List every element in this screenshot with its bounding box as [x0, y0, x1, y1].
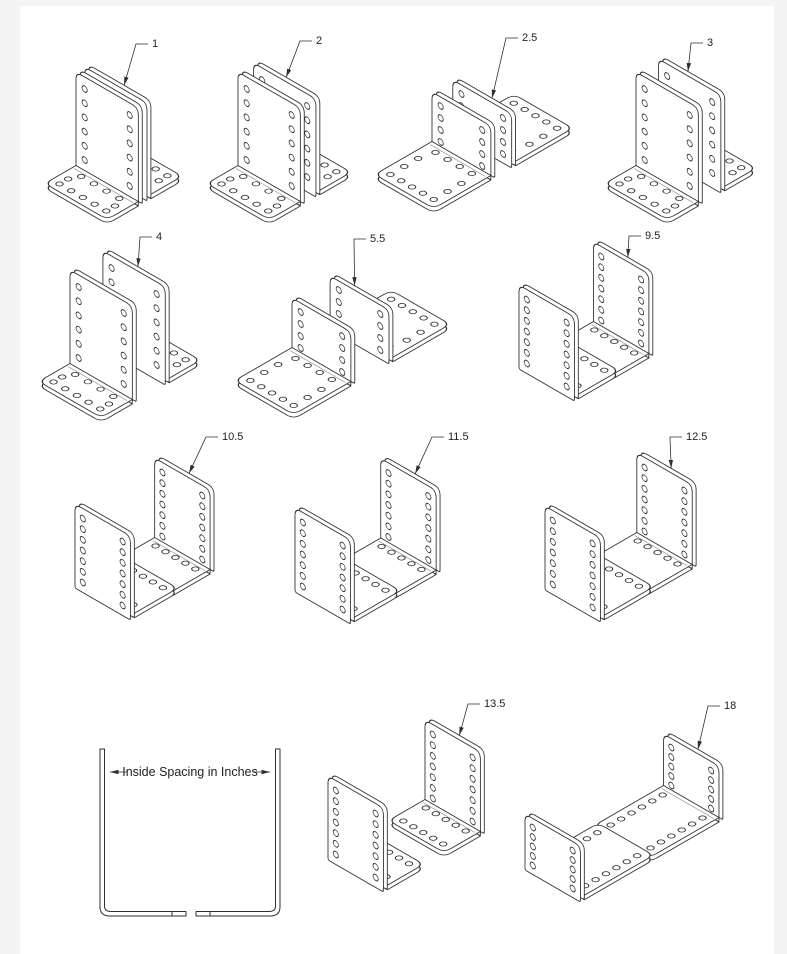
- page-margin-left: [0, 0, 20, 954]
- page-margin-top: [0, 0, 787, 6]
- spacing-label: 3: [707, 37, 714, 49]
- spacing-label: 1: [152, 38, 159, 50]
- plate-front-face: [519, 285, 574, 401]
- spacing-label: 2: [316, 35, 323, 47]
- leader-line: [189, 437, 218, 473]
- plate-front-face: [295, 508, 350, 624]
- spacing-label: 4: [156, 231, 163, 243]
- spacing-label: 11.5: [448, 431, 469, 443]
- figure-2-5: [375, 32, 573, 213]
- leader-line: [286, 41, 312, 77]
- figure-4: [39, 231, 201, 422]
- leader-line: [670, 437, 682, 468]
- leader-line: [628, 236, 641, 257]
- figure-5-5: [235, 233, 450, 419]
- leader-line: [459, 704, 480, 735]
- leader-line: [698, 706, 720, 749]
- page-margin-right: [774, 0, 787, 954]
- inside-spacing-annotation: Inside Spacing in Inches: [122, 765, 258, 779]
- spacing-label: 13.5: [484, 698, 506, 710]
- leader-line: [124, 44, 148, 85]
- plate-front-face: [328, 776, 383, 892]
- spacing-label: 18: [724, 700, 737, 712]
- leader-line: [492, 38, 518, 98]
- figure-13-5: [328, 698, 505, 892]
- leader-line: [688, 43, 703, 72]
- figure-1: [45, 38, 182, 224]
- spacing-label: 9.5: [645, 230, 661, 242]
- leader-line: [415, 437, 444, 474]
- spacing-label: 5.5: [370, 233, 386, 245]
- spacing-label: 12.5: [686, 431, 708, 443]
- spacing-label: 10.5: [222, 431, 244, 443]
- leader-line: [354, 239, 366, 286]
- spacing-label: 2.5: [522, 32, 538, 44]
- plate-front-face: [75, 504, 130, 620]
- side-view-cross-section: [100, 749, 280, 916]
- leader-line: [138, 237, 152, 267]
- figure-9-5: [519, 230, 660, 401]
- figure-18: [525, 700, 736, 902]
- figure-3: [605, 37, 756, 224]
- figure-12-5: [545, 431, 707, 622]
- figure-2: [207, 35, 351, 224]
- plate-front-face: [545, 506, 600, 622]
- figure-10-5: [75, 431, 243, 620]
- figure-11-5: [295, 431, 469, 624]
